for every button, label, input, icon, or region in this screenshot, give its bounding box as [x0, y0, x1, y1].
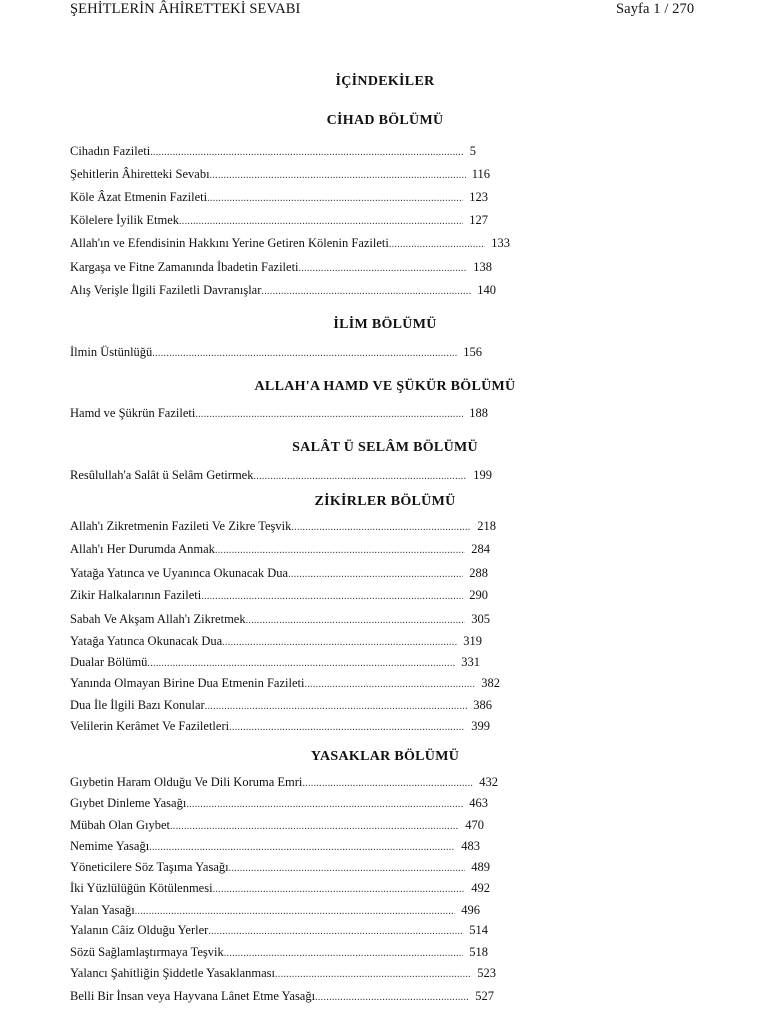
dot-leader — [150, 143, 464, 159]
toc-entry-title: Yalan Yasağı — [70, 903, 135, 917]
toc-entry-page: 290 — [469, 588, 488, 602]
toc-entry-title: Kargaşa ve Fitne Zamanında İbadetin Fazileti — [70, 260, 299, 274]
section-title: ALLAH'A HAMD VE ŞÜKÜR BÖLÜMÜ — [254, 379, 516, 394]
toc-entry[interactable] — [70, 944, 488, 960]
dot-leader — [208, 922, 463, 938]
toc-entry-title: Yanında Olmayan Birine Dua Etmenin Fazileti — [70, 676, 305, 690]
toc-entry-title: İki Yüzlülüğün Kötülenmesi — [70, 881, 213, 895]
toc-entry[interactable] — [70, 675, 500, 691]
toc-entry-page: 138 — [473, 260, 492, 274]
toc-entry[interactable] — [70, 697, 492, 713]
dot-leader — [152, 344, 457, 360]
toc-entry-title: Yatağa Yatınca ve Uyanınca Okunacak Dua — [70, 566, 289, 580]
toc-entry-page: 514 — [469, 923, 488, 937]
toc-entry-title: Dualar Bölümü — [70, 655, 148, 669]
toc-entry-page: 463 — [469, 796, 488, 810]
toc-entry[interactable] — [70, 565, 488, 581]
toc-entry[interactable] — [70, 988, 494, 1004]
toc-entry[interactable] — [70, 965, 496, 981]
dot-leader — [186, 795, 463, 811]
section-title: CİHAD BÖLÜMÜ — [326, 113, 444, 128]
toc-entry[interactable] — [70, 774, 498, 790]
dot-leader — [147, 654, 455, 670]
dot-leader — [389, 235, 485, 251]
toc-entry-page: 156 — [463, 345, 482, 359]
toc-entry-page: 518 — [469, 945, 488, 959]
toc-entry-title: Nemime Yasağı — [70, 839, 150, 853]
toc-entry-page: 386 — [473, 698, 492, 712]
toc-entry-title: Şehitlerin Âhiretteki Sevabı — [70, 167, 210, 181]
toc-entry-title: Zikir Halkalarının Fazileti — [70, 588, 202, 602]
toc-entry-title: Gıybetin Haram Olduğu Ve Dili Koruma Emri — [70, 775, 303, 789]
toc-entry-page: 5 — [469, 144, 476, 158]
toc-entry[interactable] — [70, 817, 484, 833]
toc-entry[interactable] — [70, 467, 492, 483]
toc-entry-page: 489 — [471, 860, 490, 874]
dot-leader — [210, 166, 466, 182]
toc-entry-page: 432 — [479, 775, 498, 789]
dot-leader — [205, 697, 468, 713]
dot-leader — [275, 965, 471, 981]
toc-entry[interactable] — [70, 902, 480, 918]
dot-leader — [149, 838, 455, 854]
dot-leader — [170, 817, 459, 833]
toc-entry[interactable] — [70, 654, 480, 670]
toc-entry-page: 496 — [461, 903, 480, 917]
toc-entry[interactable] — [70, 795, 488, 811]
dot-leader — [215, 541, 465, 557]
toc-entry-page: 523 — [477, 966, 496, 980]
dot-leader — [246, 611, 466, 627]
toc-entry-page: 319 — [463, 634, 482, 648]
toc-entry-title: Allah'ın ve Efendisinin Hakkını Yerine Getiren Kölenin Fazileti — [70, 236, 389, 250]
toc-entry-title: Gıybet Dinleme Yasağı — [70, 796, 187, 810]
toc-entry-page: 123 — [469, 190, 488, 204]
dot-leader — [135, 902, 456, 918]
toc-entry-title: Mübah Olan Gıybet — [70, 818, 170, 832]
toc-entry-title: Allah'ı Zikretmenin Fazileti Ve Zikre Teşvik — [70, 519, 292, 533]
toc-entry-page: 382 — [481, 676, 500, 690]
toc-entry[interactable] — [70, 718, 490, 734]
dot-leader — [195, 405, 463, 421]
dot-leader — [315, 988, 469, 1004]
toc-entry-title: Yöneticilere Söz Taşıma Yasağı — [70, 860, 229, 874]
toc-entry-page: 188 — [469, 406, 488, 420]
toc-entry-page: 284 — [471, 542, 490, 556]
dot-leader — [213, 880, 466, 896]
dot-leader — [253, 467, 467, 483]
toc-entry-title: Alış Verişle İlgili Faziletli Davranışlar — [70, 283, 262, 297]
running-header-title: ŞEHİTLERİN ÂHİRETTEKİ SEVABI — [70, 1, 301, 17]
toc-entry[interactable] — [70, 405, 488, 421]
toc-entry-title: Allah'ı Her Durumda Anmak — [70, 542, 215, 556]
section-title: SALÂT Ü SELÂM BÖLÜMÜ — [292, 440, 478, 455]
toc-title: İÇİNDEKİLER — [335, 74, 435, 89]
toc-entry-page: 199 — [473, 468, 492, 482]
toc-entry-title: Belli Bir İnsan veya Hayvana Lânet Etme Yasağı — [70, 989, 316, 1003]
toc-entry-page: 492 — [471, 881, 490, 895]
toc-entry[interactable] — [70, 633, 482, 649]
toc-entry-page: 133 — [491, 236, 510, 250]
toc-entry[interactable] — [70, 838, 480, 854]
toc-entry[interactable] — [70, 259, 492, 275]
toc-entry[interactable] — [70, 166, 490, 182]
toc-entry-title: Kölelere İyilik Etmek — [70, 213, 179, 227]
toc-entry-page: 331 — [461, 655, 480, 669]
dot-leader — [201, 587, 463, 603]
toc-entry[interactable] — [70, 282, 496, 298]
toc-entry-title: Yatağa Yatınca Okunacak Dua — [70, 634, 223, 648]
page-indicator: Sayfa 1 / 270 — [616, 1, 695, 17]
toc-entry-title: Yalanın Câiz Olduğu Yerler — [70, 923, 209, 937]
toc-entry-page: 116 — [471, 167, 490, 181]
toc-entry-page: 127 — [469, 213, 488, 227]
toc-entry-page: 140 — [477, 283, 496, 297]
toc-entry-title: Resûlullah'a Salât ü Selâm Getirmek — [70, 468, 254, 482]
toc-entry-title: Velilerin Kerâmet Ve Faziletleri — [70, 719, 230, 733]
toc-entry-title: Cihadın Fazileti — [70, 144, 151, 158]
dot-leader — [207, 189, 463, 205]
section-title: YASAKLAR BÖLÜMÜ — [310, 749, 460, 764]
dot-leader — [224, 944, 464, 960]
toc-entry-title: İlmin Üstünlüğü — [70, 345, 153, 359]
toc-entry[interactable] — [70, 541, 490, 557]
toc-entry-title: Hamd ve Şükrün Fazileti — [70, 406, 196, 420]
toc-entry-page: 470 — [465, 818, 484, 832]
toc-entry[interactable] — [70, 235, 510, 251]
toc-entry[interactable] — [70, 189, 488, 205]
toc-entry-page: 527 — [475, 989, 494, 1003]
dot-leader — [229, 859, 466, 875]
toc-entry[interactable] — [70, 859, 490, 875]
toc-entry-title: Sabah Ve Akşam Allah'ı Zikretmek — [70, 612, 246, 626]
toc-entry[interactable] — [70, 344, 482, 360]
toc-entry-title: Sözü Sağlamlaştırmaya Teşvik — [70, 945, 224, 959]
toc-entry[interactable] — [70, 880, 490, 896]
toc-entry[interactable] — [70, 143, 476, 159]
section-title: İLİM BÖLÜMÜ — [333, 317, 437, 332]
toc-entry[interactable] — [70, 518, 496, 534]
dot-leader — [222, 633, 457, 649]
dot-leader — [288, 565, 463, 581]
section-title: ZİKİRLER BÖLÜMÜ — [314, 494, 456, 509]
dot-leader — [179, 212, 463, 228]
toc-entry-page: 399 — [471, 719, 490, 733]
toc-entry-title: Köle Âzat Etmenin Fazileti — [70, 190, 208, 204]
toc-entry[interactable] — [70, 922, 488, 938]
dot-leader — [261, 282, 471, 298]
toc-entry[interactable] — [70, 587, 488, 603]
toc-entry[interactable] — [70, 212, 488, 228]
toc-entry-page: 305 — [471, 612, 490, 626]
toc-entry-page: 218 — [477, 519, 496, 533]
toc-entry-page: 483 — [461, 839, 480, 853]
toc-entry-title: Yalancı Şahitliğin Şiddetle Yasaklanması — [70, 966, 275, 980]
toc-entry-page: 288 — [469, 566, 488, 580]
toc-entry[interactable] — [70, 611, 490, 627]
dot-leader — [229, 718, 465, 734]
dot-leader — [291, 518, 471, 534]
dot-leader — [304, 675, 475, 691]
dot-leader — [302, 774, 473, 790]
dot-leader — [299, 259, 468, 275]
toc-entry-title: Dua İle İlgili Bazı Konular — [70, 698, 205, 712]
